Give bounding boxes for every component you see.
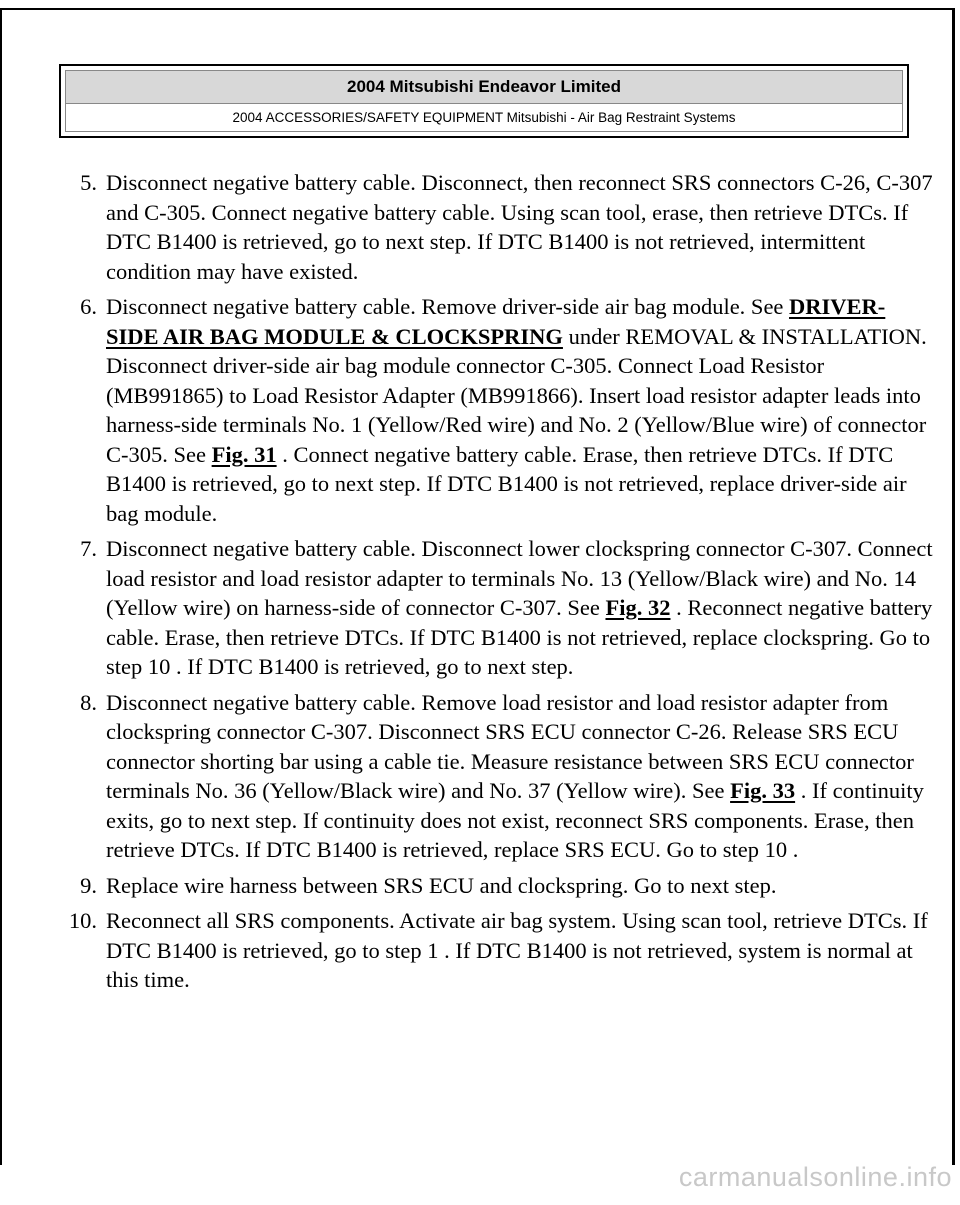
step-text: Replace wire harness between SRS ECU and clockspring. Go to next step. xyxy=(106,872,777,898)
step-text: Reconnect all SRS components. Activate air bag system. Using scan tool, retrieve DTCs. If DTC B1400 is retrieved, go to step 1 . If DTC B1400 is not retrieved, system is normal at this time. xyxy=(106,908,928,992)
step-text: . Connect negative battery cable. Erase, then retrieve DTCs. If DTC B1400 is retrieved, go to next step. If DTC B1400 is not retrieved, replace driver-side air bag module. xyxy=(106,441,907,526)
step-number: 9. xyxy=(80,872,97,898)
site-watermark: carmanualsonline.info xyxy=(678,1162,952,1192)
fig-31-link[interactable]: Fig. 31 xyxy=(211,441,277,467)
document-header-inner xyxy=(65,70,903,132)
step-number: 8. xyxy=(80,689,97,715)
step-number: 7. xyxy=(80,536,97,561)
driver-side-air-bag-module-link[interactable]: DRIVER-SIDE AIR BAG MODULE & CLOCKSPRING xyxy=(106,294,886,349)
step-text: Disconnect negative battery cable. Remove load resistor and load resistor adapter from clockspring connector C-307. Disconnect SRS ECU connector C-26. Release SRS ECU connector shorting bar using a cable tie. Measure resistance between SRS ECU connector terminals No. 36 (Yellow/Black wire) and No. 37 (Yellow wire). See xyxy=(106,689,914,803)
step-number: 6. xyxy=(80,294,97,319)
step-number: 10. xyxy=(68,908,97,933)
step-text: Disconnect negative battery cable. Disconnect, then reconnect SRS connectors C-26, C-307 and C-305. Connect negative battery cable. Using scan tool, erase, then retrieve DTCs. If DTC B1400 is retrieved, go to next step. If DTC B1400 is not retrieved, intermittent condition may have existed. xyxy=(106,170,933,284)
step-5 xyxy=(0,168,935,286)
step-text: Disconnect negative battery cable. Disconnect lower clockspring connector C-307. Connect load resistor and load resistor adapter to terminals No. 13 (Yellow/Black wire) and No. 14 (Yellow wire) on harness-side of connector C-307. See xyxy=(106,536,933,620)
section-subtitle: 2004 ACCESSORIES/SAFETY EQUIPMENT Mitsubishi - Air Bag Restraint Systems xyxy=(66,103,902,131)
fig-32-link[interactable]: Fig. 32 xyxy=(605,595,671,620)
step-number: 5. xyxy=(80,170,97,195)
vehicle-title: 2004 Mitsubishi Endeavor Limited xyxy=(66,71,902,103)
step-8 xyxy=(0,688,935,865)
step-text: under REMOVAL & INSTALLATION. Disconnect driver-side air bag module connector C-305. Connect Load Resistor (MB991865) to Load Resistor Adapter (MB991866). Insert load resistor adapter leads into harness-side terminals No. 1 (Yellow/Red wire) and No. 2 (Yellow/Blue wire) of connector C-305. See xyxy=(106,323,927,467)
document-header xyxy=(59,64,909,138)
fig-33-link[interactable]: Fig. 33 xyxy=(730,778,796,803)
step-7 xyxy=(0,534,935,682)
step-9 xyxy=(0,871,935,901)
step-text: Disconnect negative battery cable. Remove driver-side air bag module. See xyxy=(106,294,784,319)
step-10 xyxy=(0,906,935,995)
step-6 xyxy=(0,292,935,528)
step-text: . If continuity exits, go to next step. If continuity does not exist, reconnect SRS components. Erase, then retrieve DTCs. If DTC B1400 is retrieved, replace SRS ECU. Go to step 10 . xyxy=(106,778,924,862)
step-text: . Reconnect negative battery cable. Erase, then retrieve DTCs. If DTC B1400 is not retrieved, replace clockspring. Go to step 10 . If DTC B1400 is retrieved, go to next step. xyxy=(106,595,933,679)
procedure-steps xyxy=(0,168,935,1001)
